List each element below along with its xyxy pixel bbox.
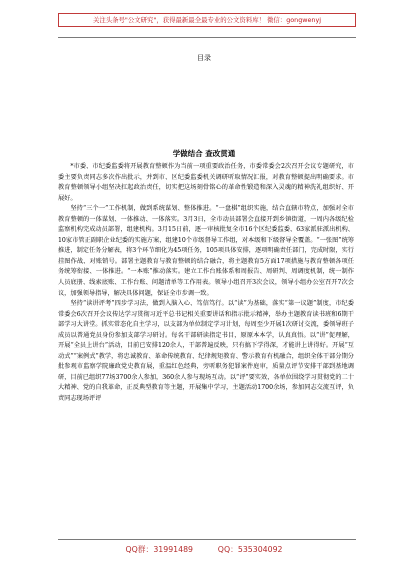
footer-divider	[58, 539, 356, 540]
section-title: 学做结合 查改贯通	[172, 149, 236, 158]
body-text	[58, 162, 354, 405]
header-divider	[58, 37, 356, 38]
paragraph: 坚持“三个一”工作机制，做到系统谋划、整体推进。“一盘棋”组织实施，结合直辖市特点，加强对全市教育整顿的一体谋划、一体推动、一体落实。3月3日，全市动员部署会直接开到乡镇街道，一周内各级纪检监察机构完成动员部署，组建机构。3月15日前，逐一审核批复全市16个区纪委监委、63家派驻派出机构、10家市管正副职企业纪委的实施方案，组建10个市级督导工作组，对本级和下级督导全覆盖。“一张图”统筹推进，制定任务分解表，将3个环节细化为45项任务，105项具体安排，逐项明确责任部门，完成时限，实行挂图作战、对账销号。部署主题教育与教育整顿的结合融合，将主题教育5方面17项措施与教育整顿各项任务统筹衔接、一体推进。“一本账”推动落实。建立工作台账体系和周报告、周研判、周调度机制，统一制作人员底册、线索底账、工作台账、问题清单等工作用表。领导小组召开3次会议，领导小组办公室召开7次会议，加强领导指导，解决具体问题，保证全市步调一致。	[58, 205, 354, 297]
promo-banner: 关注头条号"公文研究"，获得最新最全最专业的公文资料库！ 微信：gongwenyj	[58, 13, 356, 27]
footer-contact: QQ群：31991489 QQ：535304092	[125, 545, 283, 554]
paragraph: 坚持“读讲评考”四步学习法，做到入脑入心、笃信笃行。以“读”为基础，落实“第一议题”制度，市纪委常委会6次召开会议传达学习贯彻习近平总书记相关重要讲话和指示批示精神，举办主题教育读书班和6期干部学习大讲堂。抓实常态化自主学习，以支部为单位制定学习计划，每周至少开展1次研讨交流，委领导班子成员以普通党员身份参加支部学习研讨。每名干部研读指定书目，原原本本学，认真真悟。以“讲”促理解，开展“全员上讲台”活动，目前已安排120余人，干部普遍反映，只有搞下学得深，才能讲上讲得好。开展“互动式”“案例式”教学，将忠诚教育、革命传统教育、纪律规矩教育、警示教育有机融合，组织全体干部分期分批参观市监察学院廉政党史教育展，重温红色经典，旁听职务犯罪案件庭审，质量点评节安排干部到基地调研，目前已组织77场3700余人参加，360余人参与现场互动。以“评”要实效，各单位围绕学习贯彻党的二十大精神、党的自我革命，正反典型教育等主题，开展集中学习，主题活动1700余场，参加同志交流互评，负责同志现场评评	[58, 300, 354, 403]
toc-title: 目录	[197, 54, 211, 62]
paragraph: *市委、市纪委监委将开展教育整顿作为当前一项重要政治任务，市委常委会2次召开会议专题研究，市委主要负责同志多次作出批示，并到市、区纪委监委机关调研听取情况汇报，对教育整顿提出明确要求。市教育整顿领导小组坚决扛起政治责任，切实把这场刻骨铭心的革命性锻造和深入灵魂的精神洗礼组织好、开展好。	[58, 163, 354, 202]
